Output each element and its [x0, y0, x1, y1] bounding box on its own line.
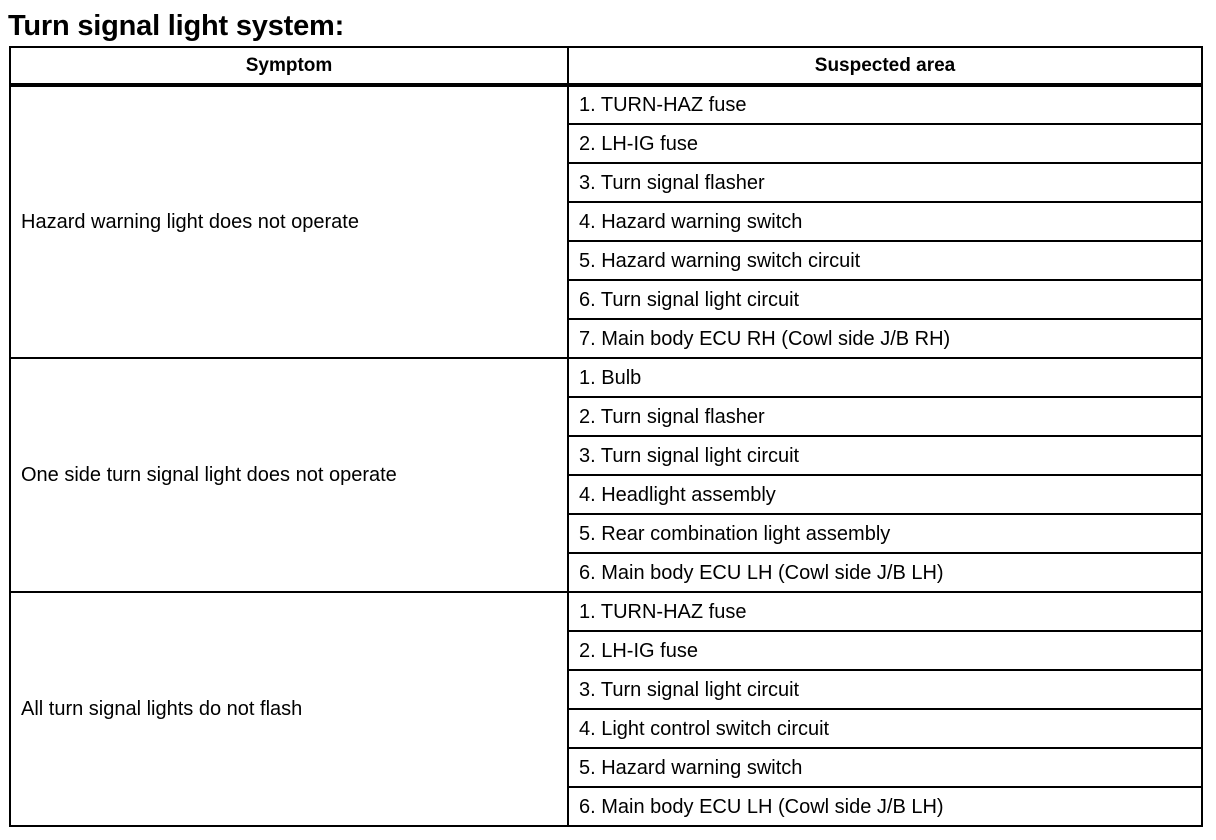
suspected-area-cell: 1. TURN-HAZ fuse	[568, 85, 1202, 124]
suspected-area-cell: 3. Turn signal light circuit	[568, 436, 1202, 475]
troubleshooting-table	[9, 46, 1203, 827]
suspected-area-cell: 1. Bulb	[568, 358, 1202, 397]
suspected-area-cell: 5. Hazard warning switch circuit	[568, 241, 1202, 280]
suspected-area-cell: 4. Light control switch circuit	[568, 709, 1202, 748]
suspected-area-cell: 7. Main body ECU RH (Cowl side J/B RH)	[568, 319, 1202, 358]
page-title: Turn signal light system:	[8, 10, 345, 42]
suspected-area-cell: 6. Main body ECU LH (Cowl side J/B LH)	[568, 787, 1202, 826]
symptom-cell: One side turn signal light does not operate	[10, 358, 568, 592]
suspected-area-cell: 2. LH-IG fuse	[568, 124, 1202, 163]
table-row	[10, 358, 1202, 397]
suspected-area-cell: 5. Hazard warning switch	[568, 748, 1202, 787]
table-row	[10, 85, 1202, 124]
suspected-area-cell: 4. Headlight assembly	[568, 475, 1202, 514]
suspected-area-cell: 1. TURN-HAZ fuse	[568, 592, 1202, 631]
suspected-area-cell: 4. Hazard warning switch	[568, 202, 1202, 241]
suspected-area-cell: 2. Turn signal flasher	[568, 397, 1202, 436]
suspected-area-cell: 6. Main body ECU LH (Cowl side J/B LH)	[568, 553, 1202, 592]
table-header-row	[10, 47, 1202, 85]
header-symptom: Symptom	[10, 47, 568, 85]
suspected-area-cell: 3. Turn signal light circuit	[568, 670, 1202, 709]
suspected-area-cell: 6. Turn signal light circuit	[568, 280, 1202, 319]
symptom-cell: All turn signal lights do not flash	[10, 592, 568, 826]
suspected-area-cell: 3. Turn signal flasher	[568, 163, 1202, 202]
suspected-area-cell: 2. LH-IG fuse	[568, 631, 1202, 670]
symptom-cell: Hazard warning light does not operate	[10, 85, 568, 358]
table-row	[10, 592, 1202, 631]
header-suspected-area: Suspected area	[568, 47, 1202, 85]
suspected-area-cell: 5. Rear combination light assembly	[568, 514, 1202, 553]
